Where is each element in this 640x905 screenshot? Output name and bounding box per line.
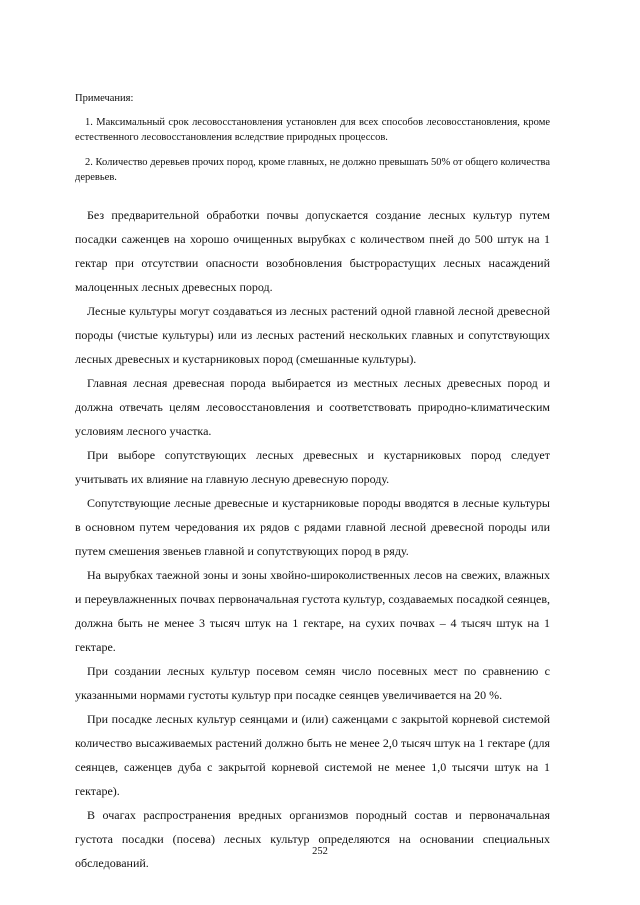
paragraph: Главная лесная древесная порода выбирается из местных лесных древесных пород и должна отвечать целям лесовосстановления и соответствовать природно-климатическим условиям лесного участка.	[75, 376, 550, 438]
page-number: 252	[312, 846, 328, 857]
paragraph: На вырубках таежной зоны и зоны хвойно-широколиственных лесов на свежих, влажных и переувлажненных почвах первоначальная густота культур, создаваемых посадкой сеянцев, должна быть не менее 3 тысяч штук на 1 гектаре, на сухих почвах – 4 тысяч штук на 1 гектаре.	[75, 568, 550, 654]
note-item-1	[75, 115, 550, 145]
note-item-2	[75, 155, 550, 185]
note-text: 2. Количество деревьев прочих пород, кроме главных, не должно превышать 50% от общего количества деревьев.	[75, 157, 550, 183]
paragraph: При посадке лесных культур сеянцами и (или) саженцами с закрытой корневой системой количество высаживаемых растений должно быть не менее 2,0 тысяч штук на 1 гектаре (для сеянцев, саженцев дуба с закрытой корневой системой не менее 1,0 тысячи штук на 1 гектаре).	[75, 712, 550, 798]
paragraph: При создании лесных культур посевом семян число посевных мест по сравнению с указанными нормами густоты культур при посадке сеянцев увеличивается на 20 %.	[75, 664, 550, 702]
paragraph: Лесные культуры могут создаваться из лесных растений одной главной лесной древесной породы (чистые культуры) или из лесных растений нескольких главных и сопутствующих лесных древесных и кустарниковых пород (смешанные культуры).	[75, 304, 550, 366]
notes-title: Примечания:	[75, 93, 134, 104]
paragraph: В очагах распространения вредных организмов породный состав и первоначальная густота посадки (посева) лесных культур определяются на основании специальных обследований.	[75, 808, 550, 870]
paragraph: Без предварительной обработки почвы допускается создание лесных культур путем посадки саженцев на хорошо очищенных вырубках с количеством пней до 500 штук на 1 гектар при отсутствии опасности возобновления быстрорастущих лесных насаждений малоценных лесных древесных пород.	[75, 208, 550, 294]
body-text	[75, 203, 550, 875]
note-text: 1. Максимальный срок лесовосстановления установлен для всех способов лесовосстановления, кроме естественного лесовосстановления вследствие природных процессов.	[75, 117, 550, 143]
paragraph: Сопутствующие лесные древесные и кустарниковые породы вводятся в лесные культуры в основном путем чередования их рядов с рядами главной лесной древесной породы или путем смешения звеньев главной и сопутствующих пород в ряду.	[75, 496, 550, 558]
paragraph: При выборе сопутствующих лесных древесных и кустарниковых пород следует учитывать их влияние на главную лесную древесную породу.	[75, 448, 550, 486]
